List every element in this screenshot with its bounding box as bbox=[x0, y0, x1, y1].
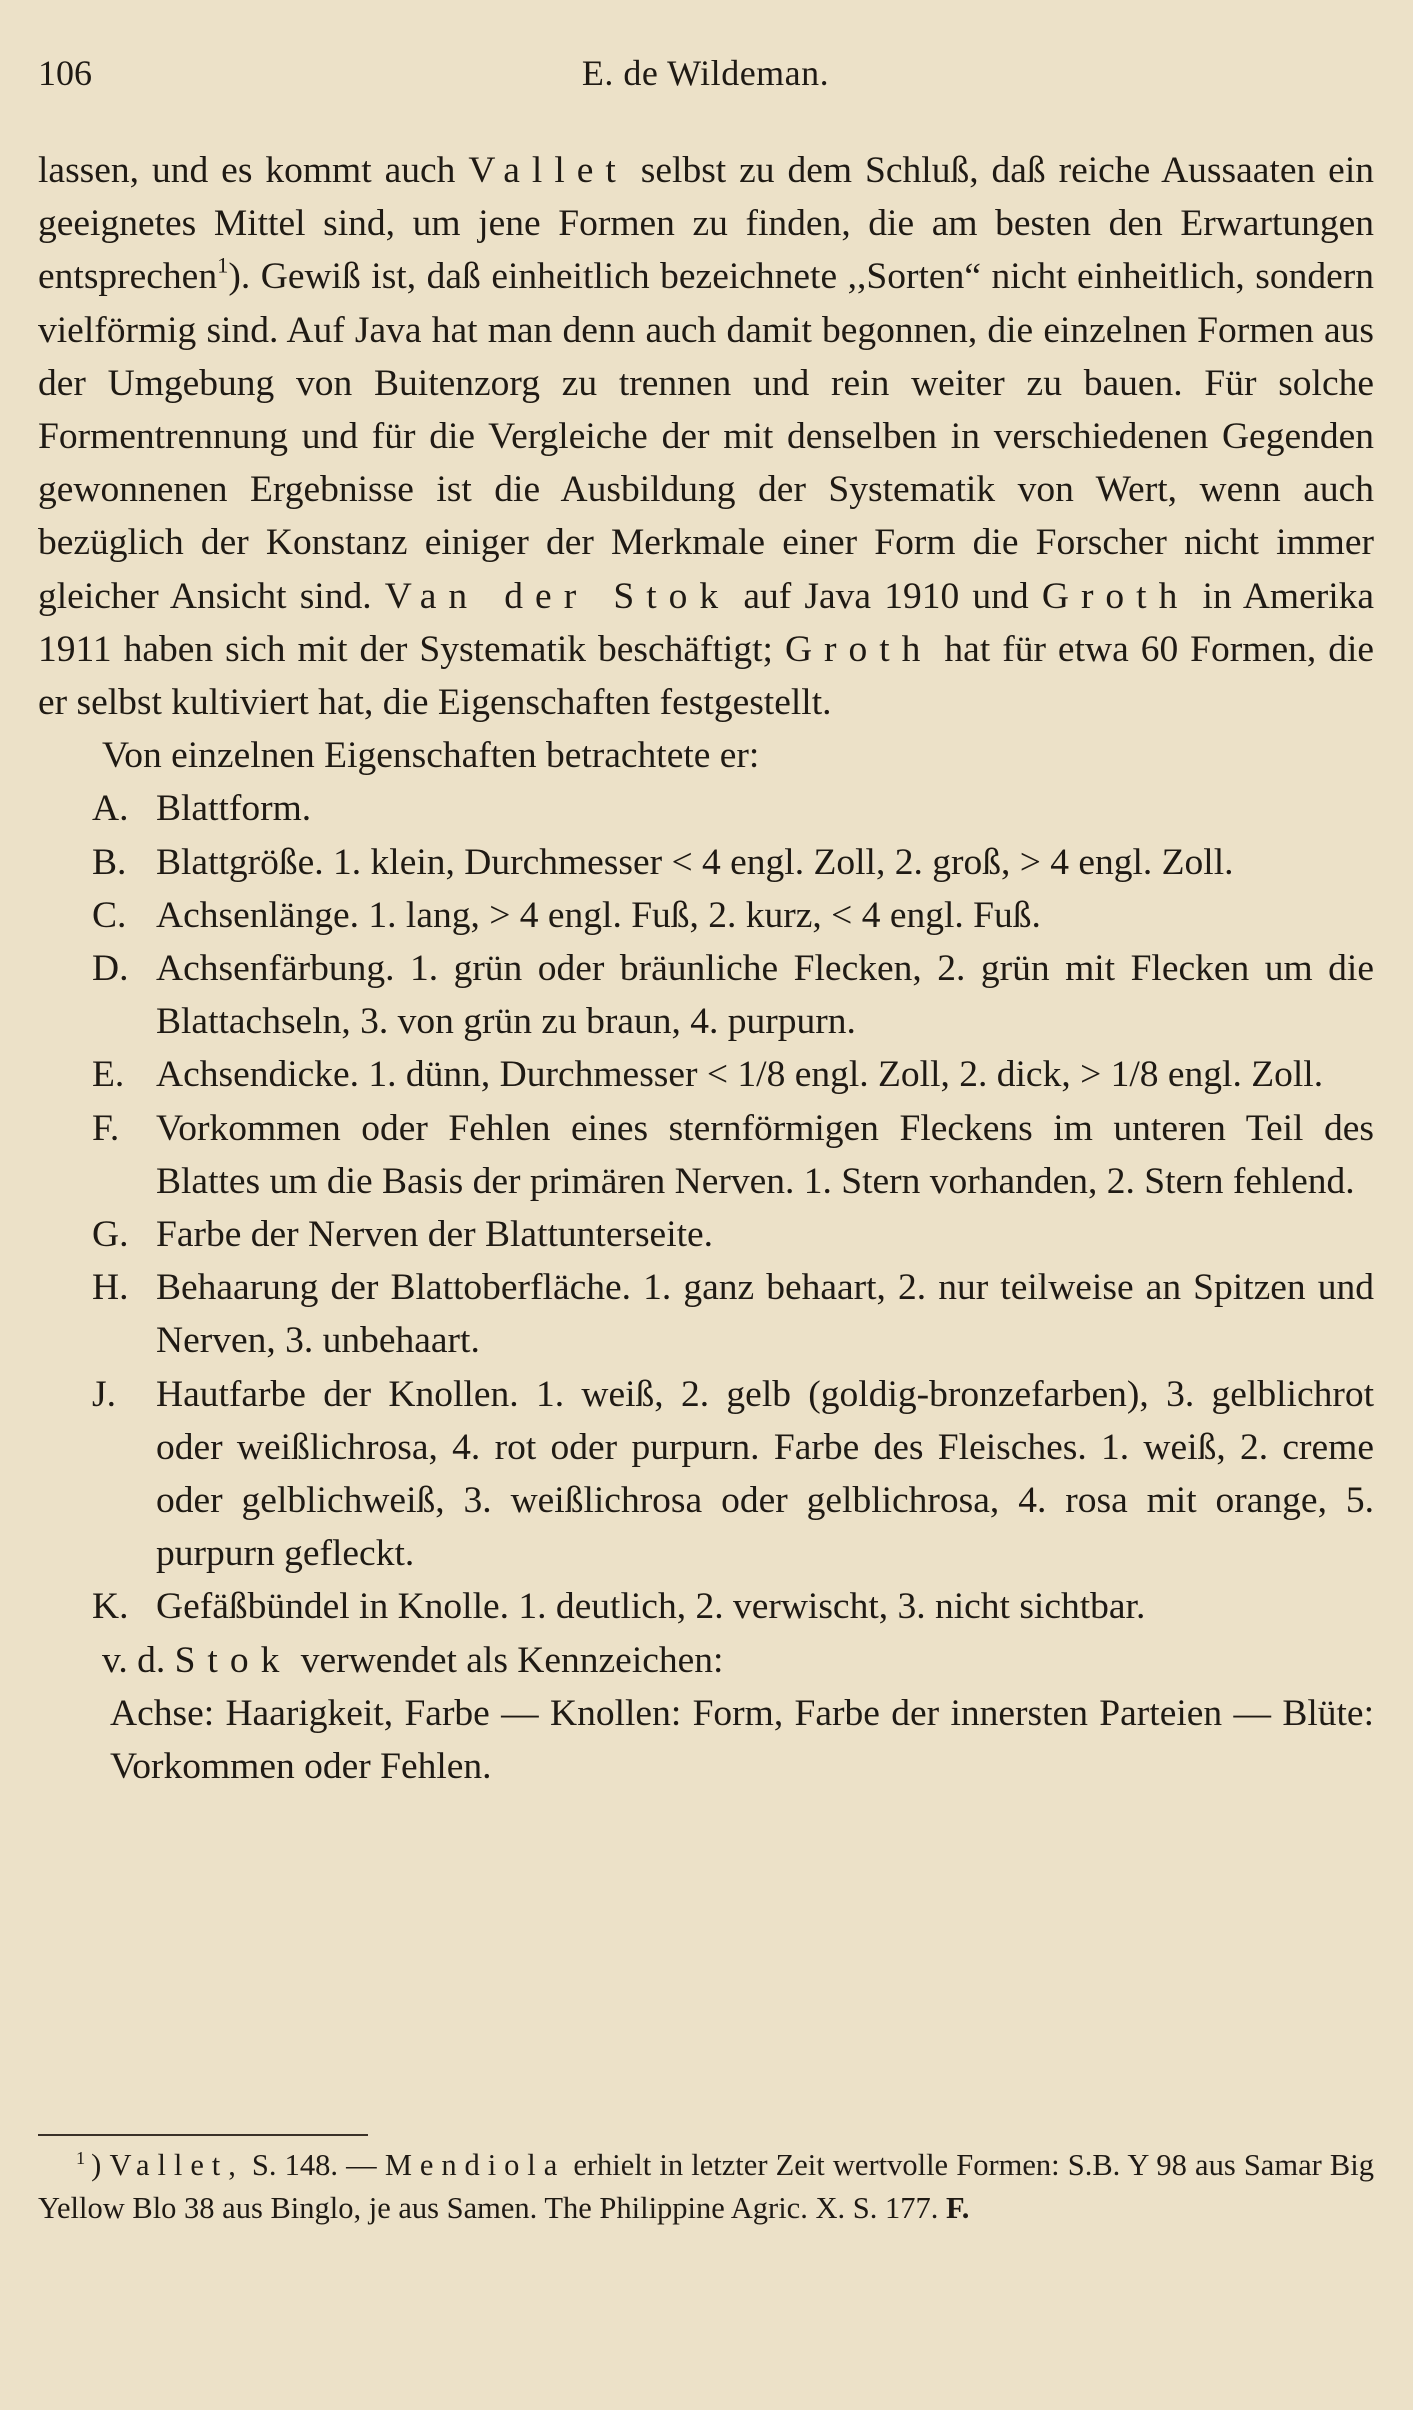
spaced-name-groth: Groth bbox=[784, 628, 933, 670]
item-key: D. bbox=[92, 948, 129, 990]
list-item bbox=[38, 889, 1374, 942]
footnote-ref: 1 bbox=[217, 252, 229, 278]
item-text: Blattform. bbox=[156, 788, 312, 830]
list-item bbox=[38, 1261, 1374, 1367]
item-text: Achsenfärbung. 1. grün oder bräunliche Flecken, 2. grün mit Flecken um die Blattachseln, 3. von grün zu braun, 4. purpurn. bbox=[156, 948, 1374, 1043]
list-item bbox=[38, 942, 1374, 1048]
list-item bbox=[38, 1102, 1374, 1208]
spaced-name-vallet: Vallet bbox=[468, 150, 628, 191]
text-run: auf Java 1910 und bbox=[730, 575, 1042, 617]
page-number: 106 bbox=[38, 53, 92, 93]
list-item bbox=[38, 836, 1374, 889]
spaced-name-vallet: Vallet, bbox=[109, 2148, 244, 2182]
item-text: Blattgröße. 1. klein, Durchmesser < 4 engl. Zoll, 2. groß, > 4 engl. Zoll. bbox=[156, 841, 1234, 883]
paragraph-4: Achse: Haarigkeit, Farbe — Knollen: Form, Farbe der innersten Parteien — Blüte: Vorkommen oder Fehlen. bbox=[110, 1692, 1374, 1788]
list-item bbox=[38, 1368, 1374, 1581]
item-key: E. bbox=[92, 1054, 125, 1096]
item-key: A. bbox=[92, 788, 129, 830]
footnote-mark-close: ) bbox=[91, 2148, 102, 2182]
footnote bbox=[38, 2144, 1374, 2230]
text-run: in Amerika 1911 haben sich mit der Systematik beschäftigt; bbox=[38, 575, 1375, 670]
property-list bbox=[38, 782, 1374, 1633]
list-item bbox=[38, 1048, 1374, 1101]
page-header bbox=[38, 52, 1373, 104]
body-text bbox=[38, 144, 1374, 1793]
item-text: Farbe der Nerven der Blattunterseite. bbox=[156, 1214, 714, 1256]
footnote-mark: 1 bbox=[76, 2148, 86, 2169]
item-key: H. bbox=[92, 1267, 129, 1309]
item-text: Achsenlänge. 1. lang, > 4 engl. Fuß, 2. kurz, < 4 engl. Fuß. bbox=[156, 894, 1041, 936]
item-key: C. bbox=[92, 894, 127, 936]
text-run: hat für etwa 60 Formen, die er selbst kultiviert hat, die Eigenschaften festgestellt. bbox=[38, 628, 1375, 724]
footnote-rule bbox=[38, 2134, 368, 2136]
text-run: selbst zu dem Schluß, daß reiche Aussaaten ein geeignetes Mittel sind, um jene Formen zu finden, die am besten den Erwartungen entsprechen bbox=[38, 150, 1374, 298]
item-key: F. bbox=[92, 1107, 120, 1149]
text-run: S. 148. — bbox=[243, 2148, 385, 2182]
paragraph-2: Von einzelnen Eigenschaften betrachtete er: bbox=[102, 735, 760, 777]
running-head: E. de Wildeman. bbox=[581, 53, 830, 93]
list-item bbox=[38, 782, 1374, 835]
spaced-name-van-der-stok: Van der Stok bbox=[384, 575, 731, 617]
item-text: Behaarung der Blattoberfläche. 1. ganz behaart, 2. nur teilweise an Spitzen und Nerven, 3. unbehaart. bbox=[156, 1267, 1374, 1362]
item-key: G. bbox=[92, 1214, 129, 1256]
text-run: erhielt in letzter Zeit wertvolle Formen: S.B. Y 98 aus Samar Big Yellow Blo 38 aus Binglo, je aus Samen. The Philippine Agric. X. S. 177. bbox=[38, 2148, 1374, 2225]
spaced-name-stok: Stok bbox=[174, 1639, 292, 1681]
text-run: lassen, und es kommt auch bbox=[38, 150, 469, 191]
text-run: v. d. bbox=[102, 1639, 175, 1681]
list-item bbox=[38, 1580, 1374, 1633]
spaced-name-mendiola: Mendiola bbox=[384, 2148, 566, 2182]
list-item bbox=[38, 1208, 1374, 1261]
item-key: J. bbox=[92, 1373, 116, 1415]
text-run: verwendet als Kennzeichen: bbox=[291, 1639, 724, 1681]
text-run: ). Gewiß ist, daß einheitlich bezeichnete ,,Sorten“ nicht einheitlich, sondern vielförmig sind. Auf Java hat man denn auch damit begonnen, die einzelnen Formen aus der Umgebung von Buitenzorg zu trennen und rein weiter zu bauen. Für solche Formentrennung und für die Vergleiche der mit denselben in verschiedenen Gegenden gewonnenen Ergebnisse ist die Ausbildung der Systematik von Wert, wenn auch bezüglich der Konstanz einiger der Merkmale einer Form die Forscher nicht immer gleicher Ansicht sind. bbox=[38, 256, 1374, 617]
item-text: Hautfarbe der Knollen. 1. weiß, 2. gelb (goldig-bronzefarben), 3. gelblichrot oder weißlichrosa, 4. rot oder purpurn. Farbe des Fleisches. 1. weiß, 2. creme oder gelblichweiß, 3. weißlichrosa oder gelblichrosa, 4. rosa mit orange, 5. purpurn gefleckt. bbox=[156, 1373, 1374, 1575]
item-text: Gefäßbündel in Knolle. 1. deutlich, 2. verwischt, 3. nicht sichtbar. bbox=[156, 1586, 1146, 1628]
paragraph-1 bbox=[38, 144, 1374, 729]
spaced-name-groth: Groth bbox=[1041, 575, 1190, 617]
item-key: B. bbox=[92, 841, 127, 883]
item-text: Vorkommen oder Fehlen eines sternförmigen Fleckens im unteren Teil des Blattes um die Basis der primären Nerven. 1. Stern vorhanden, 2. Stern fehlend. bbox=[156, 1107, 1374, 1202]
author-initial: F. bbox=[945, 2191, 970, 2225]
item-key: K. bbox=[92, 1586, 129, 1628]
paragraph-3 bbox=[38, 1634, 1374, 1687]
item-text: Achsendicke. 1. dünn, Durchmesser < 1/8 engl. Zoll, 2. dick, > 1/8 engl. Zoll. bbox=[156, 1054, 1324, 1096]
